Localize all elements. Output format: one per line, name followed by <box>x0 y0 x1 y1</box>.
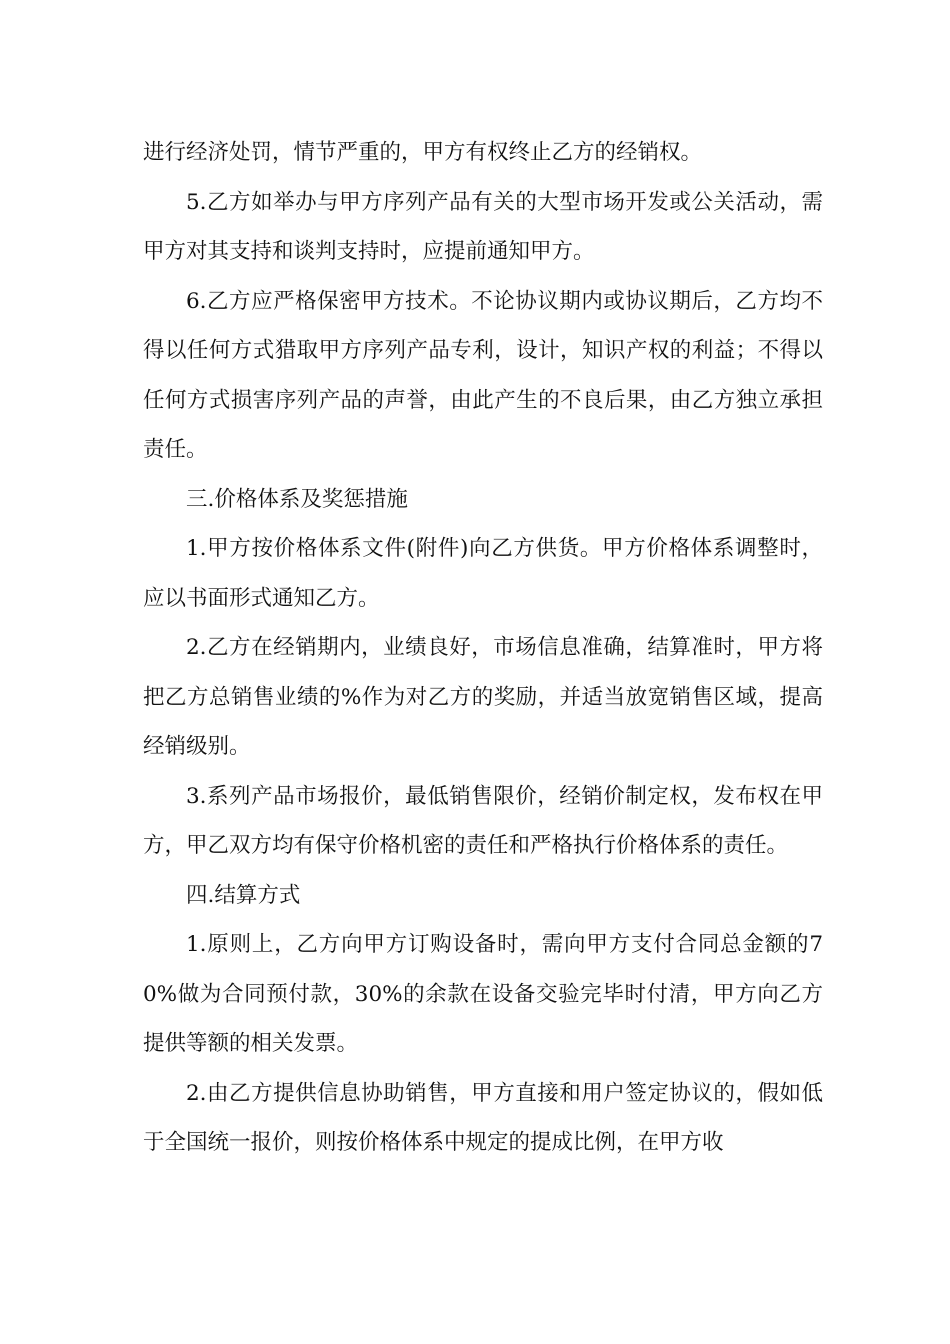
paragraph-pricing-3: 3.系列产品市场报价，最低销售限价，经销价制定权，发布权在甲方，甲乙双方均有保守价格机密的责任和严格执行价格体系的责任。 <box>143 783 823 858</box>
paragraph-penalty-continuation: 进行经济处罚，情节严重的，甲方有权终止乙方的经销权。 <box>143 140 703 165</box>
paragraph-settlement-2: 2.由乙方提供信息协助销售，甲方直接和用户签定协议的，假如低于全国统一报价，则按价格体系中规定的提成比例，在甲方收 <box>143 1080 823 1155</box>
paragraph-clause-6: 6.乙方应严格保密甲方技术。不论协议期内或协议期后，乙方均不得以任何方式猎取甲方序列产品专利，设计，知识产权的利益；不得以任何方式损害序列产品的声誉，由此产生的不良后果，由乙方独立承担责任。 <box>143 288 823 462</box>
paragraph-settlement-1: 1.原则上，乙方向甲方订购设备时，需向甲方支付合同总金额的70%做为合同预付款，30%的余款在设备交验完毕时付清，甲方向乙方提供等额的相关发票。 <box>143 932 823 1056</box>
document-body <box>143 128 823 1168</box>
paragraph-pricing-2: 2.乙方在经销期内，业绩良好，市场信息准确，结算准时，甲方将把乙方总销售业绩的%作为对乙方的奖励，并适当放宽销售区域，提高经销级别。 <box>143 635 823 759</box>
section-heading-pricing: 三.价格体系及奖惩措施 <box>186 486 408 512</box>
paragraph-pricing-1: 1.甲方按价格体系文件(附件)向乙方供货。甲方价格体系调整时，应以书面形式通知乙方。 <box>143 536 823 611</box>
paragraph-clause-5: 5.乙方如举办与甲方序列产品有关的大型市场开发或公关活动，需甲方对其支持和谈判支持时，应提前通知甲方。 <box>143 189 823 264</box>
section-heading-settlement: 四.结算方式 <box>186 882 301 908</box>
